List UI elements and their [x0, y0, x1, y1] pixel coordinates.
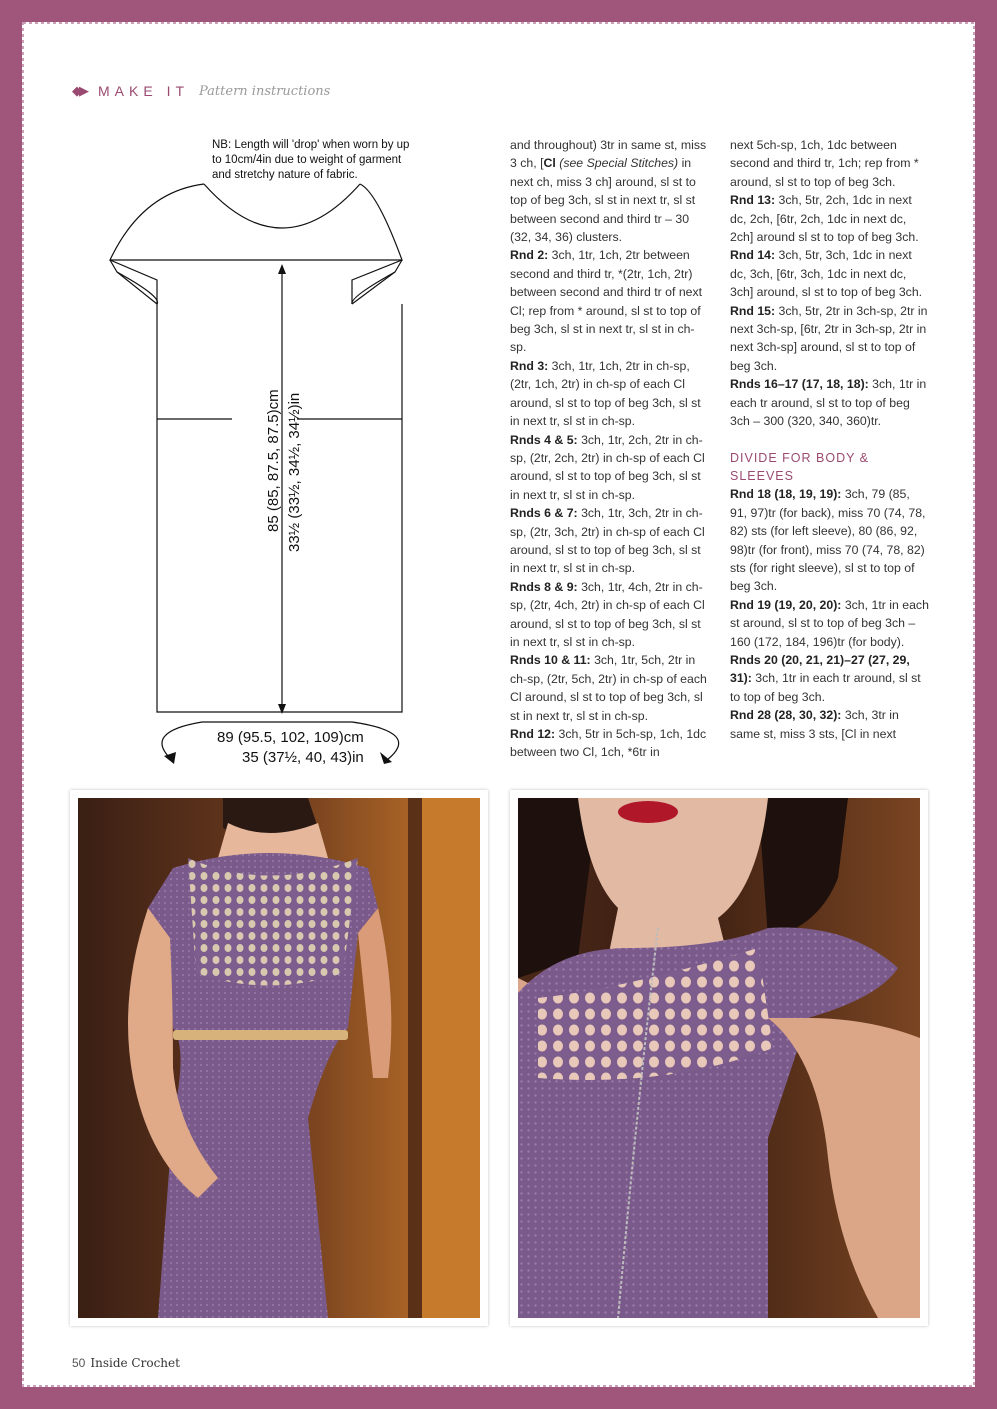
width-in-label: 35 (37½, 40, 43)in	[242, 749, 364, 766]
round-label: Rnds 4 & 5:	[510, 432, 578, 447]
yoke-outline	[110, 184, 402, 260]
instruction-text: 3ch, 1tr in each tr around, sl st to top of beg 3ch.	[730, 671, 921, 704]
round-label: Rnds 16–17 (17, 18, 18):	[730, 377, 869, 392]
neckline-curve	[204, 184, 360, 228]
round-label: Rnds 10 & 11:	[510, 653, 591, 668]
photo-back-view	[70, 790, 488, 1326]
page-footer	[72, 1356, 180, 1370]
instruction-paragraph	[730, 191, 930, 246]
round-label: Rnd 15:	[730, 303, 776, 318]
photo-front-view	[510, 790, 928, 1326]
section-header	[72, 80, 330, 102]
round-label: Rnds 8 & 9:	[510, 579, 578, 594]
round-label: Rnd 28 (28, 30, 32):	[730, 708, 842, 723]
width-cm-label: 89 (95.5, 102, 109)cm	[217, 729, 364, 746]
instruction-text: 3ch, 1tr, 5ch, 2tr in ch-sp, (2tr, 5ch, 2tr) in ch-sp of each Cl around, sl st to top of beg 3ch, sl st in next tr, sl st in ch-sp.	[510, 653, 707, 723]
round-label: Rnd 3:	[510, 358, 549, 373]
round-label: Rnds 20 (20, 21, 21)–27 (27, 29, 31):	[730, 652, 910, 686]
instruction-paragraph	[730, 136, 930, 191]
round-label: Rnd 18 (18, 19, 19):	[730, 487, 842, 502]
instruction-text: 3ch, 5tr, 3ch, 1dc in next dc, 3ch, [6tr, 3ch, 1dc in next dc, 3ch] around, sl st to top of beg 3ch.	[730, 248, 923, 300]
instruction-text: 3ch, 1tr, 1ch, 2tr in ch-sp, (2tr, 1ch, 2tr) in ch-sp of each Cl around, sl st to top of beg 3ch, sl st in next tr, sl st in ch-sp.	[510, 358, 701, 429]
round-label: Rnds 6 & 7:	[510, 506, 578, 521]
instruction-paragraph	[510, 725, 710, 762]
length-note: NB: Length will 'drop' when worn by up to 10cm/4in due to weight of garment and stretchy nature of fabric.	[212, 139, 410, 181]
instruction-paragraph	[730, 485, 930, 595]
section-subtitle: Pattern instructions	[199, 83, 331, 99]
instruction-paragraph	[510, 504, 710, 578]
instruction-text: 3ch, 1tr, 4ch, 2tr in ch-sp, (2tr, 4ch, 2tr) in ch-sp of each Cl around, sl st to top of beg 3ch, sl st in next tr, sl st in ch-sp.	[510, 579, 705, 649]
instruction-paragraph	[730, 706, 930, 743]
round-label: Rnd 13:	[730, 193, 776, 208]
instruction-paragraph	[510, 651, 710, 725]
page-number: 50	[72, 1356, 86, 1370]
instruction-text: 3ch, 3tr in same st, miss 3 sts, [Cl in next	[730, 708, 899, 741]
stitch-abbrev: Cl	[543, 156, 556, 171]
instruction-paragraph	[510, 357, 710, 431]
instruction-text: 3ch, 1tr, 3ch, 2tr in ch-sp, (2tr, 3ch, 2tr) in ch-sp of each Cl around, sl st to top of beg 3ch, sl st in next tr, sl st in ch-sp.	[510, 506, 705, 576]
instruction-paragraph	[730, 375, 930, 430]
round-label: Rnd 2:	[510, 248, 549, 263]
instructions-column-2	[730, 136, 930, 743]
stitch-reference: (see Special Stitches)	[555, 156, 679, 171]
instruction-paragraph	[510, 578, 710, 652]
arrow-bullet-icon: ◆▶	[72, 83, 86, 98]
instruction-text: 3ch, 1tr, 2ch, 2tr in ch-sp, (2tr, 2ch, 2tr) in ch-sp of each Cl around, sl st to top of beg 3ch, sl st in next tr, sl st in ch-sp.	[510, 432, 705, 502]
instruction-paragraph	[510, 431, 710, 505]
instruction-paragraph	[510, 246, 710, 356]
instruction-text: in next ch, miss 3 ch] around, sl st to top of beg 3ch, sl st in next tr, sl st between second and third tr – 30 (32, 34, 36) clusters.	[510, 156, 696, 245]
instruction-text: 3ch, 79 (85, 91, 97)tr (for back), miss 70 (74, 78, 82) sts (for left sleeve), 80 (86, 92, 98)tr (for front), miss 70 (74, 78, 82) sts (for right sleeve), sl st to top of beg 3ch.	[730, 487, 926, 594]
instruction-text: 3ch, 5tr in 5ch-sp, 1ch, 1dc between two Cl, 1ch, *6tr in	[510, 727, 707, 760]
instruction-paragraph	[730, 246, 930, 301]
round-label: Rnd 14:	[730, 248, 776, 263]
round-label: Rnd 12:	[510, 727, 556, 741]
section-heading: DIVIDE FOR BODY & SLEEVES	[730, 450, 870, 483]
instruction-text: next 5ch-sp, 1ch, 1dc between second and third tr, 1ch; rep from * around, sl st to top of beg 3ch.	[730, 138, 919, 189]
instruction-text: 3ch, 5tr, 2tr in 3ch-sp, 2tr in next 3ch-sp, [6tr, 2tr in 3ch-sp, 2tr in next 3ch-sp] around, sl st to top of beg 3ch.	[730, 303, 928, 373]
instruction-paragraph	[730, 651, 930, 706]
instruction-text: and throughout) 3tr in same st, miss 3 ch, [	[510, 138, 707, 171]
front-view-illustration	[518, 798, 920, 1318]
instruction-text: 3ch, 1tr in each st around, sl st to top of beg 3ch – 160 (172, 184, 196)tr (for body).	[730, 597, 929, 649]
round-label: Rnd 19 (19, 20, 20):	[730, 597, 842, 612]
magazine-name: Inside Crochet	[90, 1356, 180, 1370]
instruction-text: 3ch, 1tr, 1ch, 2tr between second and third tr, *(2tr, 1ch, 2tr) between second and third tr of next Cl; rep from * around, sl st to top of beg 3ch, sl st in next tr, sl st in ch-sp.	[510, 248, 703, 355]
instructions-column-1	[510, 136, 710, 762]
instruction-text: 3ch, 1tr in each tr around, sl st to top of beg 3ch – 300 (320, 340, 360)tr.	[730, 377, 927, 429]
instruction-paragraph	[730, 596, 930, 651]
instruction-text: 3ch, 5tr, 2ch, 1dc in next dc, 2ch, [6tr, 2ch, 1dc in next dc, 2ch] around sl st to top of beg 3ch.	[730, 193, 919, 245]
back-view-illustration	[78, 798, 480, 1318]
section-title: MAKE IT	[98, 83, 190, 99]
instruction-paragraph	[730, 302, 930, 376]
length-cm-label: 85 (85, 87.5, 87.5)cm	[265, 389, 282, 532]
length-in-label: 33½ (33½, 34½, 34½)in	[286, 392, 303, 552]
instruction-paragraph	[510, 136, 710, 246]
magazine-page	[22, 22, 975, 1387]
garment-schematic	[102, 132, 432, 772]
